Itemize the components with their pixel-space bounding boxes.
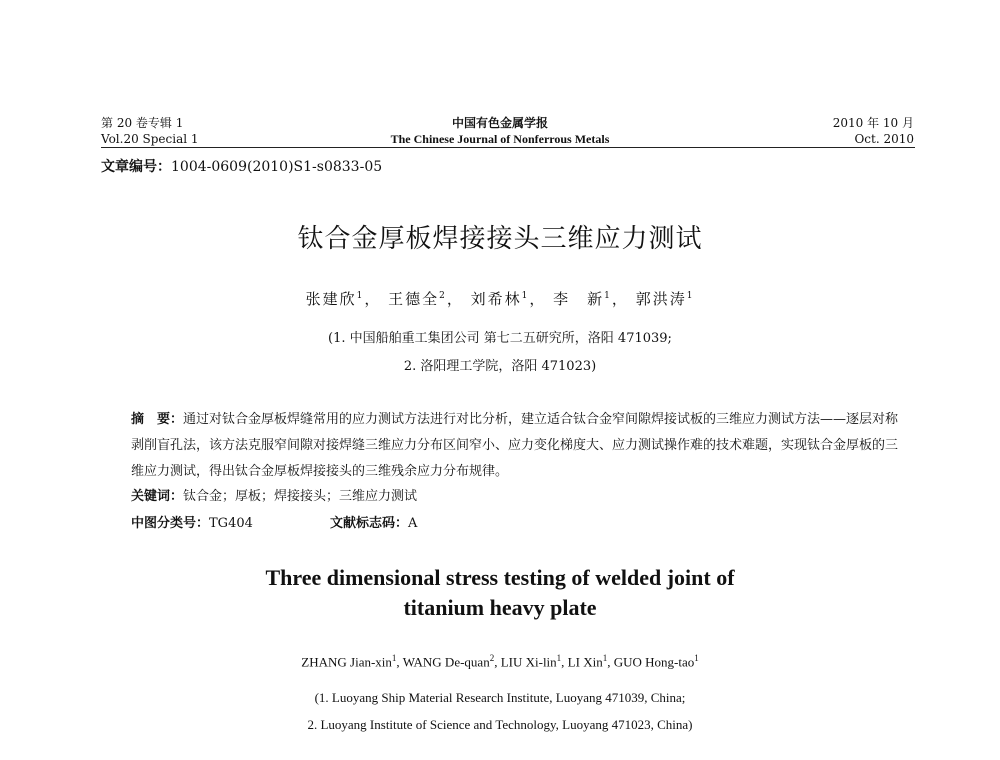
- doc-code-label: 文献标志码：: [330, 516, 409, 531]
- header-journal-en: The Chinese Journal of Nonferrous Metals: [390, 132, 610, 146]
- author-en: ZHANG Jian-xin: [301, 654, 392, 670]
- author-zh-aff: 1: [521, 291, 530, 301]
- author-en-aff: 1: [602, 653, 608, 663]
- author-zh: 郭洪涛: [635, 290, 687, 308]
- author-zh: 李 新: [553, 290, 605, 308]
- title-en: [0, 563, 1000, 623]
- authors-en: ZHANG Jian-xin$^1$, WANG De-quan$^2$, LIU Xi-lin$^1$, LI Xin$^1$, GUO Hong-tao$^1$: [301, 653, 699, 670]
- clc-value: TG404: [209, 516, 253, 531]
- keywords-label: 关键词：: [131, 489, 184, 504]
- title-en-line1: Three dimensional stress testing of welded joint of: [265, 565, 735, 590]
- author-en-aff: 2: [489, 653, 495, 663]
- author-zh-aff: 1: [356, 291, 365, 301]
- affiliation-zh-2: 2. 洛阳理工学院，洛阳 471023): [403, 359, 597, 374]
- author-en: WANG De-quan: [402, 654, 490, 670]
- article-number: [101, 156, 382, 176]
- author-zh: 刘希林: [470, 290, 522, 308]
- article-number-value: 1004-0609(2010)S1-s0833-05: [171, 159, 383, 175]
- abstract-label: 摘 要：: [131, 412, 184, 427]
- author-en-aff: 1: [556, 653, 562, 663]
- affiliation-en-1: (1. Luoyang Ship Material Research Institute, Luoyang 471039, China;: [314, 690, 686, 705]
- author-zh: 王德全: [388, 290, 440, 308]
- doc-code-value: A: [408, 516, 418, 531]
- affiliation-zh-1: (1. 中国船舶重工集团公司 第七二五研究所，洛阳 471039;: [328, 331, 672, 346]
- keywords: [131, 485, 417, 504]
- header-volume-en: Vol.20 Special 1: [101, 132, 199, 146]
- document-code: [330, 512, 417, 531]
- author-en: LIU Xi-lin: [500, 654, 557, 670]
- clc-label: 中图分类号：: [131, 516, 210, 531]
- keywords-text: 钛合金；厚板；焊接接头；三维应力测试: [183, 489, 418, 504]
- header-date-zh: 2010 年 10 月: [832, 116, 914, 130]
- author-en-aff: 1: [391, 653, 397, 663]
- author-zh: 张建欣: [305, 290, 357, 308]
- header-date-en: Oct. 2010: [854, 132, 914, 146]
- article-number-label: 文章编号：: [101, 159, 171, 175]
- header-rule: [101, 147, 915, 148]
- abstract: [131, 407, 901, 485]
- author-en: GUO Hong-tao: [613, 654, 695, 670]
- affiliation-en-2: 2. Luoyang Institute of Science and Technology, Luoyang 471023, China): [307, 717, 693, 732]
- title-zh: 钛合金厚板焊接接头三维应力测试: [297, 224, 703, 254]
- author-en: LI Xin: [567, 654, 603, 670]
- title-en-line2: titanium heavy plate: [403, 595, 597, 620]
- author-zh-aff: 1: [604, 291, 612, 301]
- clc-number: [131, 512, 253, 531]
- header-journal-zh: 中国有色金属学报: [451, 116, 548, 130]
- authors-zh: 张建欣$^1$， 王德全$^2$， 刘希林$^1$， 李 新$^1$， 郭洪涛$^1$: [305, 290, 695, 308]
- author-en-aff: 1: [694, 653, 699, 663]
- abstract-text: 通过对钛合金厚板焊缝常用的应力测试方法进行对比分析，建立适合钛合金窄间隙焊接试板的三维应力测试方法——逐层对称剥削盲孔法，该方法克服窄间隙对接焊缝三维应力分布区间窄小、应力变化梯度大、应力测试操作难的技术难题，实现钛合金厚板的三维应力测试，得出钛合金厚板焊接接头的三维残余应力分布规律。: [131, 412, 899, 479]
- author-zh-aff: 2: [439, 291, 447, 301]
- author-zh-aff: 1: [686, 291, 695, 301]
- header-volume-zh: 第 20 卷专辑 1: [101, 116, 184, 130]
